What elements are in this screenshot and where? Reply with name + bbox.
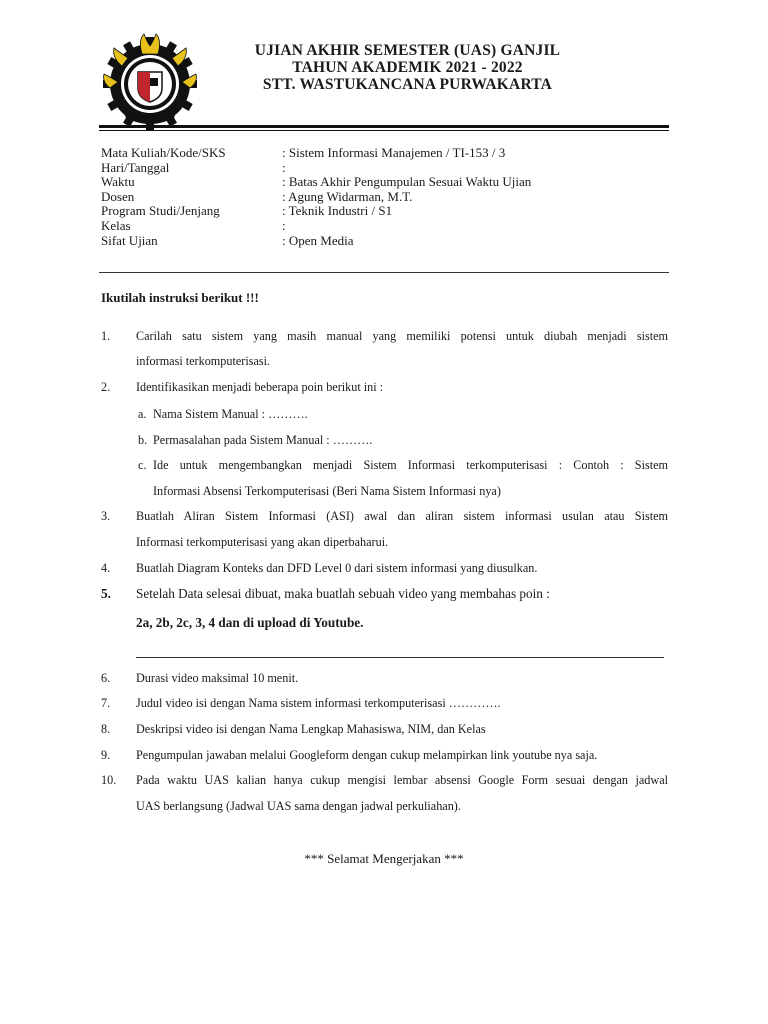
info-row-exam-type [101,234,531,249]
header-line-2: TAHUN AKADEMIK 2021 - 2022 [292,59,523,76]
info-label: Program Studi/Jenjang [101,203,220,219]
sub-item-text: Nama Sistem Manual : ………. [153,407,308,421]
info-value: : Open Media [282,232,354,248]
institution-logo [100,32,200,132]
item-text: Identifikasikan menjadi beberapa poin berikut ini : [136,380,384,394]
info-label: Mata Kuliah/Kode/SKS [101,145,226,160]
sub-item-letter: a. [138,407,147,421]
item-number: 8. [101,722,111,736]
item-text: Judul video isi dengan Nama sistem informasi terkomputerisasi …………. [136,696,501,710]
item-number: 4. [101,561,111,575]
info-value: : Agung Widarman, M.T. [282,188,413,204]
item-number: 3. [101,509,111,523]
item-text: Deskripsi video isi dengan Nama Lengkap Mahasiswa, NIM, dan Kelas [136,722,486,736]
info-label: Sifat Ujian [101,232,158,248]
item-text: Informasi terkomputerisasi yang akan diperbaharui. [136,535,389,549]
item-number: 6. [101,671,111,685]
item-number: 7. [101,696,111,710]
instructions-title: Ikutilah instruksi berikut !!! [101,290,259,305]
info-row-lecturer [101,190,531,205]
info-row-time [101,175,531,190]
item-text: informasi terkomputerisasi. [136,354,271,368]
info-label: Dosen [101,188,135,204]
stt-wastukancana-emblem-icon [100,32,200,132]
sub-item-text: Ide untuk mengembangkan menjadi Sistem Informasi terkomputerisasi : Contoh : Sistem [153,458,668,472]
header-line-3: STT. WASTUKANCANA PURWAKARTA [262,76,553,93]
item-text-emphasis: 2a, 2b, 2c, 3, 4 dan di upload di Youtube. [136,615,364,630]
info-divider [99,272,669,273]
item-text: Pada waktu UAS kalian hanya cukup mengisi lembar absensi Google Form sesuai dengan jadwal [136,773,668,787]
sub-item-letter: b. [138,433,148,447]
info-value: : Batas Akhir Pengumpulan Sesuai Waktu Ujian [282,174,532,190]
item-number: 5. [101,586,111,601]
info-row-date [101,161,531,176]
item-number: 9. [101,748,111,762]
item-text: UAS berlangsung (Jadwal UAS sama dengan jadwal perkuliahan). [136,799,461,813]
sub-item-letter: c. [138,458,147,472]
item-number: 2. [101,380,111,394]
header-divider-thick [99,125,669,128]
section-divider [136,657,664,658]
closing-message: *** Selamat Mengerjakan *** [304,851,464,866]
sub-item-text: Informasi Absensi Terkomputerisasi (Beri Nama Sistem Informasi nya) [153,484,501,498]
item-text: Setelah Data selesai dibuat, maka buatlah sebuah video yang membahas poin : [136,586,550,601]
item-text: Buatlah Aliran Sistem Informasi (ASI) awal dan aliran sistem informasi usulan atau Sistem [136,509,668,523]
item-text: Durasi video maksimal 10 menit. [136,671,299,685]
info-value: : [282,159,286,175]
exam-header [215,42,600,93]
info-label: Hari/Tanggal [101,159,170,175]
info-row-course [101,146,531,161]
info-label: Kelas [101,217,131,233]
info-row-class [101,219,531,234]
info-value: : Sistem Informasi Manajemen / TI-153 / 3 [282,145,506,160]
info-row-program [101,204,531,219]
info-value: : Teknik Industri / S1 [282,203,393,219]
exam-info-table [101,146,531,248]
item-number: 10. [101,773,117,787]
item-number: 1. [101,329,111,343]
item-text: Buatlah Diagram Konteks dan DFD Level 0 dari sistem informasi yang diusulkan. [136,561,538,575]
item-text: Carilah satu sistem yang masih manual yang memiliki potensi untuk diubah menjadi sistem [136,329,668,343]
info-label: Waktu [101,174,135,190]
info-value: : [282,217,286,233]
item-text: Pengumpulan jawaban melalui Googleform dengan cukup melampirkan link youtube nya saja. [136,748,598,762]
header-divider-thin [99,130,669,131]
sub-item-text: Permasalahan pada Sistem Manual : ………. [153,433,373,447]
header-line-1: UJIAN AKHIR SEMESTER (UAS) GANJIL [254,42,561,59]
